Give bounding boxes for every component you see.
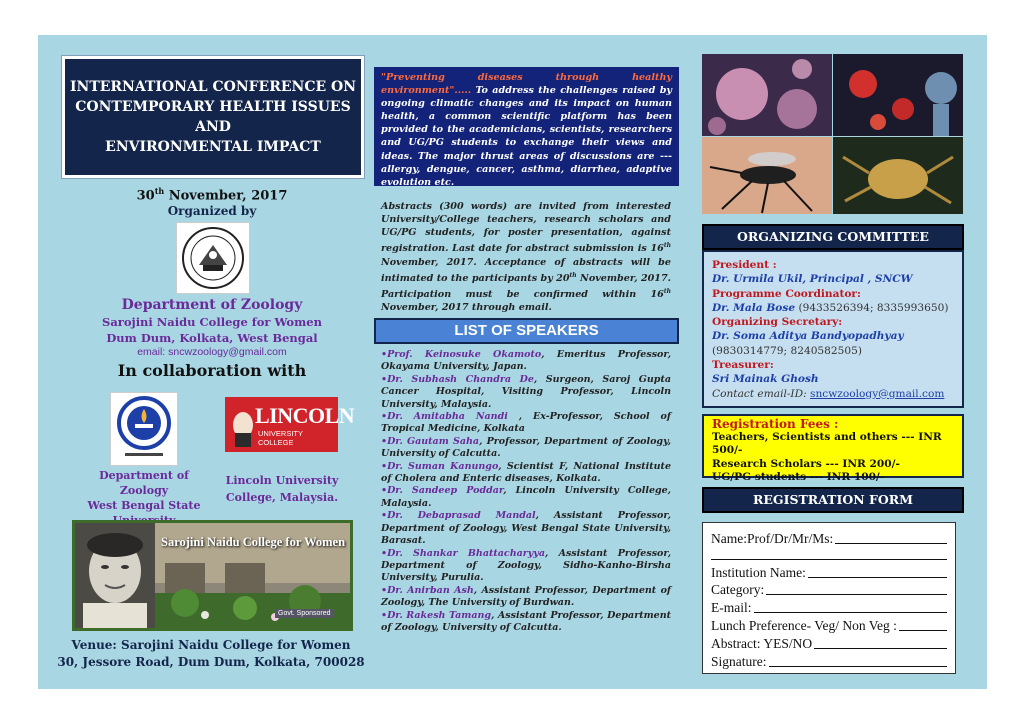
abstract-sup-3: th: [663, 287, 671, 295]
mosquito-image: [702, 137, 832, 214]
speaker-item: [381, 411, 671, 436]
intro-box: [374, 67, 679, 186]
abstract-sup-2: th: [569, 271, 577, 279]
fee-line-3: UG/PG students --- INR 100/-: [712, 470, 885, 483]
photo-badge-text: Govt. Sponsored: [275, 609, 334, 618]
name-continuation-field[interactable]: [711, 547, 947, 563]
organizer-email[interactable]: email: sncwzoology@gmail.com: [137, 346, 287, 358]
abstract-sup-1: th: [663, 242, 671, 250]
speaker-details: , Assistant Professor, Department of Zoology, University of Calcutta.: [381, 609, 671, 633]
name-continuation-line[interactable]: [711, 559, 947, 560]
speaker-details: , Assistant Professor, Department of Zoology, West Bengal State University, Barasat.: [381, 510, 671, 547]
speakers-list: [381, 349, 671, 634]
speaker-item: [381, 374, 671, 411]
registration-fees-box: [702, 414, 964, 483]
committee-heading: ORGANIZING COMMITTEE: [702, 224, 964, 250]
disease-image-collage: [702, 54, 963, 214]
speaker-item: [381, 548, 671, 585]
organizer-address: Dum Dum, Kolkata, West Bengal: [106, 331, 318, 345]
secretary-role: Organizing Secretary:: [712, 316, 843, 329]
organizer-department: Department of Zoology: [121, 297, 303, 313]
abstract-field[interactable]: [711, 634, 947, 652]
coordinator-name: Dr. Mala Bose: [712, 301, 796, 314]
treasurer-role: Treasurer:: [712, 359, 774, 372]
abstract-text-4: November, 2017 through email.: [381, 302, 552, 314]
college-logo: [176, 222, 250, 294]
name-blank-line[interactable]: [835, 543, 947, 544]
college-photo: [72, 520, 353, 631]
wbsu-caption-line-1: Department of Zoology: [99, 469, 189, 497]
speaker-details: , Assistant Professor, Department of Zoology, Sidho-Kanho-Birsha University, Purulia.: [381, 547, 672, 584]
speaker-item: [381, 436, 671, 461]
email-label: E-mail:: [711, 600, 752, 616]
date-day: 30: [136, 188, 155, 204]
speaker-details: , Scientist F, National Institute of Cholera and Enteric diseases, Kolkata.: [381, 460, 671, 485]
speaker-details: , Professor, Department of Zoology, University of Calcutta.: [381, 435, 671, 460]
venue: [56, 637, 366, 671]
organizer-college: Sarojini Naidu College for Women: [102, 315, 322, 329]
speaker-details: , Ex-Professor, School of Tropical Medicine, Kolkata: [381, 411, 671, 435]
conference-title-box: [62, 56, 364, 178]
coordinator-phone: (9433526394; 8335993650): [795, 301, 949, 314]
speaker-name: •Dr. Sandeep Poddar: [381, 485, 504, 497]
virus-image: [702, 54, 832, 136]
speaker-details: , Assistant Professor, Department of Zoology, The University of Burdwan.: [381, 584, 672, 609]
organized-by-label: Organized by: [167, 204, 257, 218]
speaker-item: [381, 461, 671, 486]
contact-label: Contact email-ID:: [712, 387, 811, 400]
venue-line-1: Venue: Sarojini Naidu College for Women: [71, 638, 351, 652]
speakers-heading: LIST OF SPEAKERS: [374, 318, 679, 344]
speaker-item: [381, 510, 671, 547]
contact-line: [712, 387, 954, 401]
speaker-name: •Dr. Shankar Bhattacharyya: [381, 547, 545, 559]
speaker-item: [381, 349, 671, 374]
speaker-name: •Dr. Rakesh Tamang: [381, 609, 492, 621]
president-role: President :: [712, 259, 777, 271]
lincoln-logo-main: LINCOLN: [255, 403, 355, 428]
wbsu-caption-line-2: West Bengal State: [87, 499, 201, 512]
speaker-name: •Dr. Debaprasad Mandal: [381, 510, 536, 522]
email-blank-line[interactable]: [754, 612, 948, 613]
speaker-item: [381, 485, 671, 510]
speaker-name: •Prof. Keinosuke Okamoto: [381, 349, 542, 360]
fee-line-2: Research Scholars --- INR 200/-: [712, 457, 900, 470]
president-name: Dr. Urmila Ukil, Principal , SNCW: [712, 273, 913, 286]
abstract-text-3: November, 2017. Participation must be confirmed within 16: [381, 272, 671, 301]
category-field[interactable]: [711, 581, 947, 599]
lunch-label: Lunch Preference- Veg/ Non Veg :: [711, 617, 897, 633]
category-label: Category:: [711, 582, 765, 598]
abstract-blank-line[interactable]: [814, 648, 947, 649]
registration-form: [702, 522, 956, 674]
date-suffix: th: [154, 186, 165, 196]
lincoln-caption-line-2: College, Malaysia.: [225, 491, 339, 504]
speaker-item: [381, 585, 671, 610]
speaker-details: , Lincoln University College, Malaysia.: [381, 485, 671, 509]
name-field[interactable]: [711, 529, 947, 547]
photo-banner-text: Sarojini Naidu College for Women: [161, 535, 346, 549]
abstract-call: [381, 200, 671, 314]
wbsu-logo: [110, 392, 178, 466]
speaker-item: [381, 610, 671, 635]
institution-blank-line[interactable]: [808, 577, 947, 578]
speaker-details: , Surgeon, Saroj Gupta Cancer Hospital, Visiting Professor, Lincoln University, Malaysia.: [381, 373, 671, 410]
mite-image: [833, 137, 963, 214]
fee-line-1: Teachers, Scientists and others --- INR 500/-: [712, 431, 942, 457]
email-field[interactable]: [711, 598, 947, 616]
title-line-3: AND: [195, 119, 231, 135]
lincoln-caption: [220, 472, 344, 506]
wbsu-caption: [74, 468, 214, 528]
title-line-4: ENVIRONMENTAL IMPACT: [105, 139, 321, 155]
venue-line-2: 30, Jessore Road, Dum Dum, Kolkata, 700028: [57, 655, 365, 669]
cancer-cells-image: [833, 54, 963, 136]
contact-email-link[interactable]: sncwzoology@gmail.com: [810, 387, 945, 400]
speaker-name: •Dr. Suman Kanungo: [381, 460, 499, 472]
abstract-text-2: November, 2017. Acceptance of abstracts will be intimated to the participants by 20: [381, 256, 671, 284]
lunch-blank-line[interactable]: [899, 630, 947, 631]
collaboration-heading: In collaboration with: [117, 361, 307, 380]
conference-date: [62, 186, 362, 203]
secretary-phone: (9830314779; 8240582505): [712, 344, 863, 357]
coordinator-role: Programme Coordinator:: [712, 287, 861, 300]
category-blank-line[interactable]: [766, 594, 947, 595]
abstract-text-1: Abstracts (300 words) are invited from interested University/College teachers, research scholars and UG/PG students, for poster presentation, against registration. Last date for abstract submission is 16: [381, 201, 671, 255]
name-label: Name:Prof/Dr/Mr/Ms:: [711, 530, 834, 546]
institution-label: Institution Name:: [711, 564, 806, 580]
lincoln-logo: [225, 397, 355, 452]
intro-body: To address the challenges raised by ongoing climatic changes and its impact on human health, a common scientific platform has been provided to the academicians, scientists, researchers and UG/PG students to exchange their views and ideas. The major thrust areas of discussions are --- allergy, dengue, cancer, asthma, diarrhea, adaptive evolution etc.: [381, 85, 672, 188]
speaker-name: •Dr. Anirban Ash: [381, 584, 474, 596]
title-line-1: INTERNATIONAL CONFERENCE ON: [69, 79, 357, 95]
speaker-details: , Emeritus Professor, Okayama University, Japan.: [381, 349, 671, 373]
date-rest: November, 2017: [164, 188, 288, 204]
abstract-label: Abstract: YES/NO: [711, 635, 813, 651]
institution-field[interactable]: [711, 563, 947, 581]
title-line-2: CONTEMPORARY HEALTH ISSUES: [75, 99, 351, 115]
committee-box: [702, 250, 964, 408]
treasurer-name: Sri Mainak Ghosh: [712, 373, 819, 386]
signature-field[interactable]: [711, 652, 947, 670]
speaker-name: •Dr. Gautam Saha: [381, 435, 480, 447]
intro-quote: "Preventing diseases through healthy environment".....: [381, 72, 672, 97]
lunch-field[interactable]: [711, 616, 947, 634]
fees-heading: Registration Fees :: [712, 417, 839, 431]
secretary-name: Dr. Soma Aditya Bandyopadhyay: [712, 330, 904, 343]
lincoln-logo-sub: UNIVERSITY COLLEGE: [258, 429, 303, 447]
registration-form-heading: REGISTRATION FORM: [702, 487, 964, 513]
signature-label: Signature:: [711, 653, 767, 669]
speaker-name: •Dr. Amitabha Nandi: [381, 411, 508, 423]
speaker-name: •Dr. Subhash Chandra De: [381, 373, 534, 385]
lincoln-caption-line-1: Lincoln University: [225, 474, 339, 487]
signature-blank-line[interactable]: [769, 666, 948, 667]
